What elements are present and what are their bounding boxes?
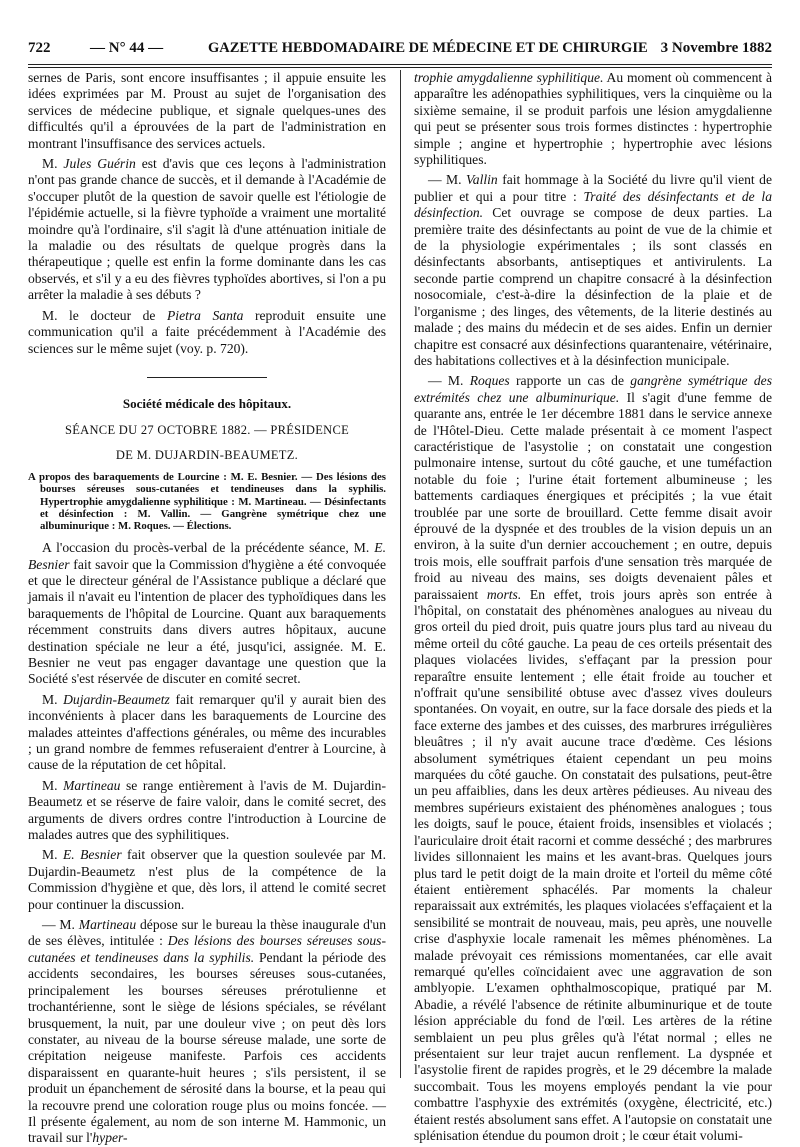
page-number: 722: [28, 40, 51, 56]
paragraph: trophie amygdalienne syphilitique. Au moment où commencent à apparaître les adénopathies syphilitiques, vers la cinquième ou la sixième semaine, il se produit parfois une lésion amygdalienne qui peut se présenter sous trois formes distinctes : hypertrophie simple ; angine et hypertrophie ; hypertrophie avec lésions syphilitiques.: [414, 70, 773, 168]
thesis-title: Des lésions des bourses séreuses sous-cutanées et tendineuses dans la syphilis.: [28, 933, 386, 965]
paragraph: sernes de Paris, sont encore insuffisantes ; il appuie ensuite les idées exprimées par M. Proust au sujet de l'organisation des services de médecine publique, et signale quelques-unes des difficultés qu'il a éprouvées de la part de l'administration en montrant l'insuffisance des services actuels.: [28, 70, 386, 151]
header-rule-bottom: [28, 67, 772, 68]
header-rule-top: [28, 64, 772, 65]
author-name: Roques: [469, 373, 510, 389]
column-divider: [400, 70, 401, 1078]
author-name: Pietra Santa: [167, 307, 244, 323]
left-column: [28, 70, 387, 1146]
right-column: [414, 70, 773, 1143]
author-name: Jules Guérin: [63, 156, 136, 172]
author-name: Dujardin-Beaumetz: [63, 691, 170, 707]
section-separator: [147, 377, 267, 378]
paragraph: M. E. Besnier fait observer que la question soulevée par M. Dujardin-Beaumetz n'est plus de la compétence de la Commission d'hygiène et que, dès lors, il attend le comité secret pour continuer la discussion.: [28, 847, 386, 912]
session-presidence: DE M. DUJARDIN-BEAUMETZ.: [115, 447, 299, 462]
journal-title: GAZETTE HEBDOMADAIRE DE MÉDECINE ET DE CHIRURGIE: [208, 40, 648, 56]
case-title: gangrène symétrique des extrémités chez une albuminurique.: [414, 373, 773, 405]
author-name: E. Besnier: [62, 847, 122, 863]
paragraph: M. le docteur de Pietra Santa reproduit ensuite une communication qu'il a faite précédemment à l'Académie des sciences sur le même sujet (voy. p. 720).: [28, 307, 387, 356]
issue-number: — N° 44 —: [90, 40, 164, 56]
section-title: Société médicale des hôpitaux.: [122, 395, 292, 411]
author-name: Vallin: [466, 172, 498, 188]
paragraph: — M. Martineau dépose sur le bureau la thèse inaugurale d'un de ses élèves, intitulée : Des lésions des bourses séreuses sous-cutanées et tendineuses dans la syphilis. Pendant la période des accidents secondaires, les bourses séreuses sous-cutanées, principalement les bourses séreuses prérotulienne et trochantérienne, sont le siège de lésions spéciales, se révélant brusquement, la nuit, par une douleur vive ; on peut dès lors constater, au niveau de la bourse séreuse malade, une sorte de crépitation neigeuse manifeste. Parfois ces accidents disparaissent en quarante-huit heures ; s'ils persistent, il se produit un épanchement de sérosité dans la bourse, et la peau qui la recouvre prend une coloration rouge plus ou moins foncée. — Il présente également, au nom de son interne M. Hammonic, un travail sur l'hyper-: [28, 917, 386, 1146]
author-name: E. Besnier: [28, 540, 386, 572]
book-title: Traité des désinfectants et de la désinfection.: [414, 188, 772, 221]
paragraph: M. Dujardin-Beaumetz fait remarquer qu'il y aurait bien des inconvénients à placer dans les baraquements de Lourcine des malades atteintes d'affections générales, ou même des incurables ; un grand nombre de femmes refuseraient d'entrer à Lourcine, à cause de la réputation de cet hôpital.: [28, 691, 386, 773]
paragraph: — M. Vallin fait hommage à la Société du livre qu'il vient de publier et qui a pour titre : Traité des désinfectants et de la désinfection. Cet ouvrage se compose de deux parties. La première traite des désinfectants au point de vue de la chimie et de la physiologie expérimentales ; ils sont classés en désinfectants absorbants, antiseptiques et antivirulents. La seconde partie comprend un chapitre consacré à la désinfection nosocomiale, c'est-à-dire la désinfection de la plaie et de l'organisme ; des linges, des vêtements, de la literie destinés au malade ; des mains du médecin et de ses aides. Enfin un dernier chapitre est consacré aux désinfections quarantenaire, vétérinaire, des habitations collectives et à la désinfection municipale.: [414, 172, 772, 368]
paragraph: M. Martineau se range entièrement à l'avis de M. Dujardin-Beaumetz et se réserve de faire valoir, dans le comité secret, des arguments de divers ordres contre l'introduction à Lourcine de malades autres que des syphilitiques.: [28, 777, 386, 843]
page-header: [28, 40, 772, 62]
paragraph: — M. Roques rapporte un cas de gangrène symétrique des extrémités chez une albuminurique. Il s'agit d'une femme de quarante ans, entrée le 1er décembre 1881 dans le service annexe de l'Hôtel-Dieu. Cette malade présentait à ce moment l'aspect caractéristique de l'asystolie ; on constatait une congestion pulmonaire intense, surtout du côté gauche, et une tuméfaction notable du foie ; l'urine était fortement albumineuse ; les battements cardiaques énergiques et précipités ; la vue était troublée par une sorte de brouillard. Cette femme disait avoir éprouvé de la dyspnée et des troubles de la vision depuis un an environ, à la suite d'un dernier accouchement ; en outre, depuis trois mois, elle souffrait parfois d'une sensation très marquée de froid au niveau des mains, ses doigts devenaient pâles et paraissaient morts. En effet, trois jours après son entrée à l'hôpital, on constatait des phénomènes analogues au niveau du gros orteil du pied droit, puis quatre jours plus tard au niveau du même orteil du côté gauche. La peau de ces orteils présentait des plaques violacées livides, s'effaçant par la pression pour reparaître ensuite lentement ; elle était froide au toucher et n'offrait qu'une sensibilité obtuse avec d'assez vives douleurs spontanées. On voyait, en outre, sur la face dorsale des pieds et la face externe des jambes et des cuisses, des marbrures irrégulières bleuâtres ; il n'y avait aucune trace d'œdème. Ces lésions absolument symétriques étaient cependant un peu moins marquées du côté gauche. On constatait des pulsations, peut-être un peu affaiblies, dans les deux artères pédieuses. Au niveau des membres supérieurs existaient des phénomènes analogues ; tous les doigts, sauf le pouce, étaient froids, insensibles et violacés ; l'auriculaire droit était racorni et comme desséché ; des marbrures livides sillonnaient les mains et les avant-bras. Quelques jours plus tard le petit doigt de la main droite et l'orteil du même côté étaient entièrement sphacélés. Par moments la chaleur reparaissait aux extrémités, les plaques violacées s'effaçaient et la sensibilité se montrait de nouveau, mais, peu après, une nouvelle crise d'asphyxie locale ramenait les mêmes phénomènes. La malade prévoyait ces rémissions momentanées, car elle avait remarqué qu'elles coïncidaient avec une aggravation de son amblyopie. L'examen ophthalmoscopique, pratiqué par M. Abadie, a révélé l'absence de rétinite albuminurique et de toute lésion appréciable du fond de l'œil. Les artères de la rétine semblaient un peu plus grêles qu'à l'état normal ; elles ne présentaient sur leur trajet aucun renflement. La dyspnée et l'asystolie firent de rapides progrès, et le 29 décembre la malade succombait. Tous les moyens employés pendant la vie pour combattre l'asphyxie des extrémités (oxygène, électricité, etc.) étaient restés absolument sans effet. A l'autopsie on constatait une splénisation étendue du poumon droit ; le cœur était volumi-: [414, 373, 773, 1143]
paragraph: M. Jules Guérin est d'avis que ces leçons à l'administration n'ont pas grande chance de succès, et il demande à l'Académie de s'occuper plutôt de la question de savoir quelle est l'étiologie de l'épidémie actuelle, si la fièvre typhoïde a vraiment une mortalité moindre qu'à l'ordinaire, s'il s'agit là d'une atténuation initiale de la maladie ou des résultats de quelque progrès dans la thérapeutique ; quelle est enfin la forme dominante dans les cas observés, et s'il y a eu des fièvres typhoïdes abortives, si l'on a pu arrêter la maladie à ses débuts ?: [28, 156, 387, 303]
issue-date: 3 Novembre 1882: [660, 40, 772, 56]
session-summary: A propos des baraquements de Lourcine : M. E. Besnier. — Des lésions des bourses séreuses sous-cutanées et tendineuses dans la syphilis. Hypertrophie amygdalienne syphilitique : M. Martineau. — Désinfectants et désinfection : M. Vallin. — Gangrène symétrique chez une albuminurique : M. Roques. — Élections.: [28, 471, 386, 532]
paragraph: A l'occasion du procès-verbal de la précédente séance, M. E. Besnier fait savoir que la Commission d'hygiène a été convoquée et que le directeur général de l'Assistance publique a déclaré que jamais il n'avait eu l'intention de placer des typhoïdiques dans les baraquements de l'hôpital de Lourcine. Quant aux baraquements récemment construits dans divers autres hôpitaux, aucune destination spéciale ne leur a été, jusqu'ici, assignée. M. E. Besnier ne veut pas engager davantage une question que la Société s'est réservée de discuter en comité secret.: [28, 540, 386, 687]
session-heading: SÉANCE DU 27 OCTOBRE 1882. — PRÉSIDENCE: [64, 423, 350, 438]
author-name: Martineau: [63, 777, 121, 793]
author-name: Martineau: [78, 917, 137, 933]
